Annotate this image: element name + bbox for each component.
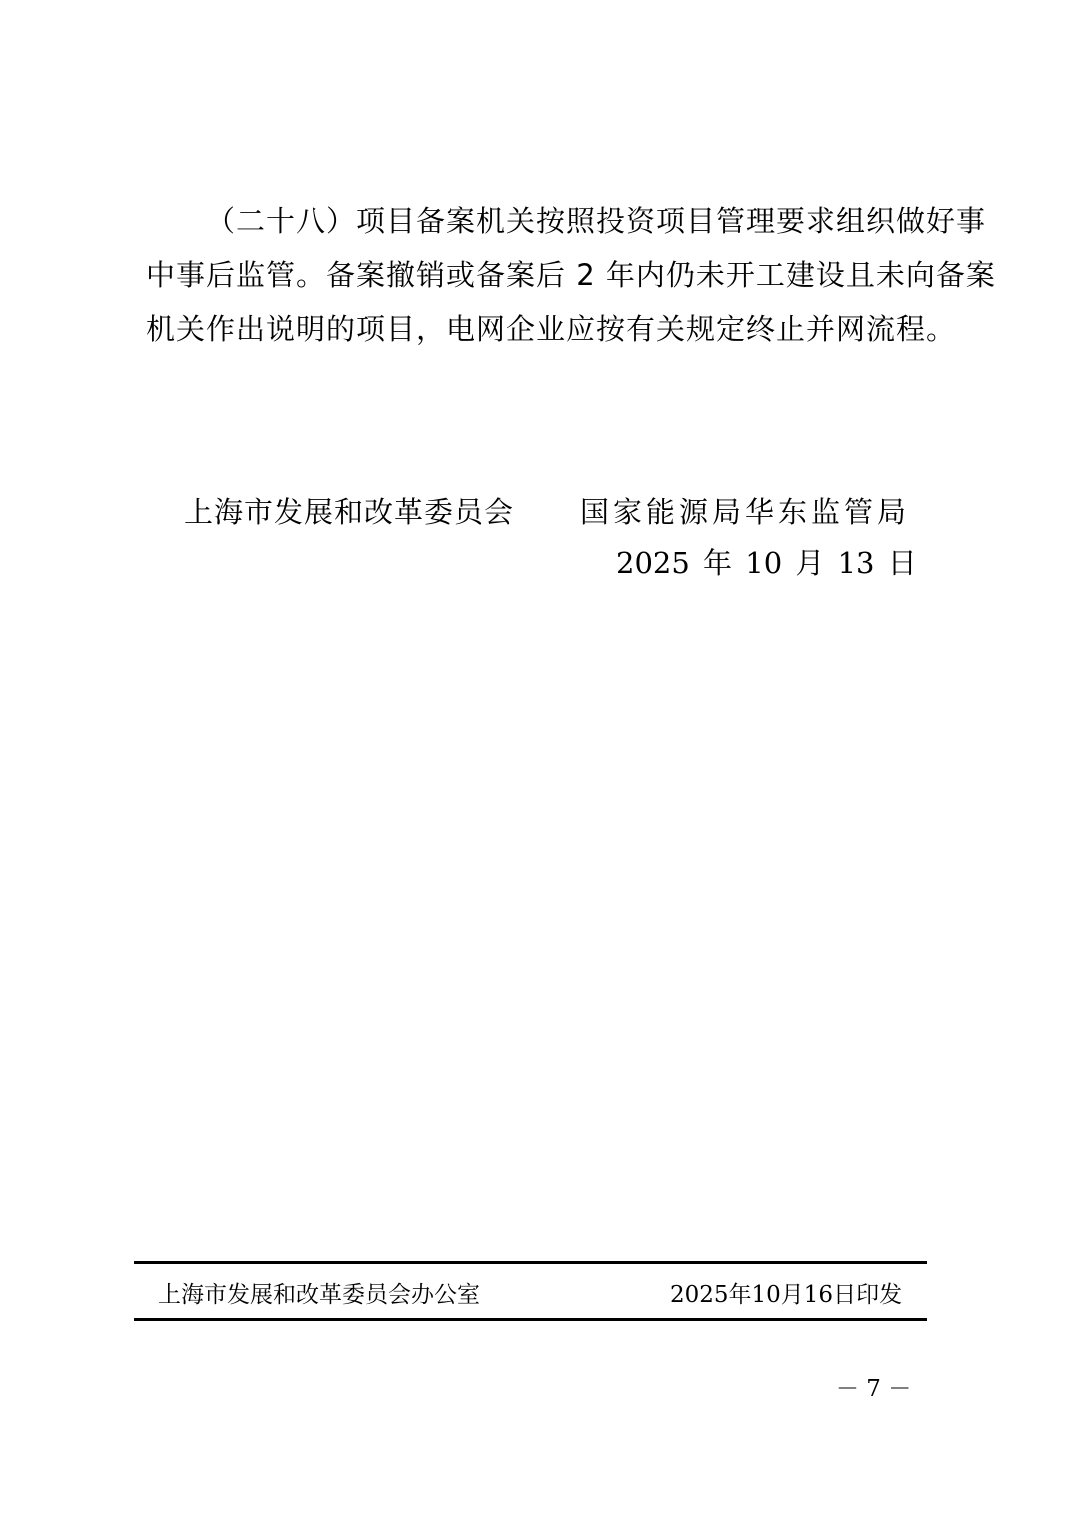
paragraph-line: （二十八）项目备案机关按照投资项目管理要求组织做好事	[206, 204, 987, 238]
paragraph-line: 机关作出说明的项目，电网企业应按有关规定终止并网流程。	[146, 312, 957, 346]
footer-issue-date: 2025年10月16日印发	[670, 1282, 903, 1308]
footer-top-rule	[134, 1261, 927, 1264]
signature-date: 2025 年 10 月 13 日	[616, 546, 917, 580]
page-number: － 7 －	[836, 1376, 912, 1402]
issuer-left: 上海市发展和改革委员会	[184, 495, 515, 529]
footer-bottom-rule	[134, 1318, 927, 1321]
issuer-right: 国家能源局华东监管局	[580, 495, 911, 529]
footer-office: 上海市发展和改革委员会办公室	[158, 1282, 480, 1308]
body-paragraph	[146, 194, 996, 356]
paragraph-line: 中事后监管。备案撤销或备案后 2 年内仍未开工建设且未向备案	[146, 258, 996, 292]
